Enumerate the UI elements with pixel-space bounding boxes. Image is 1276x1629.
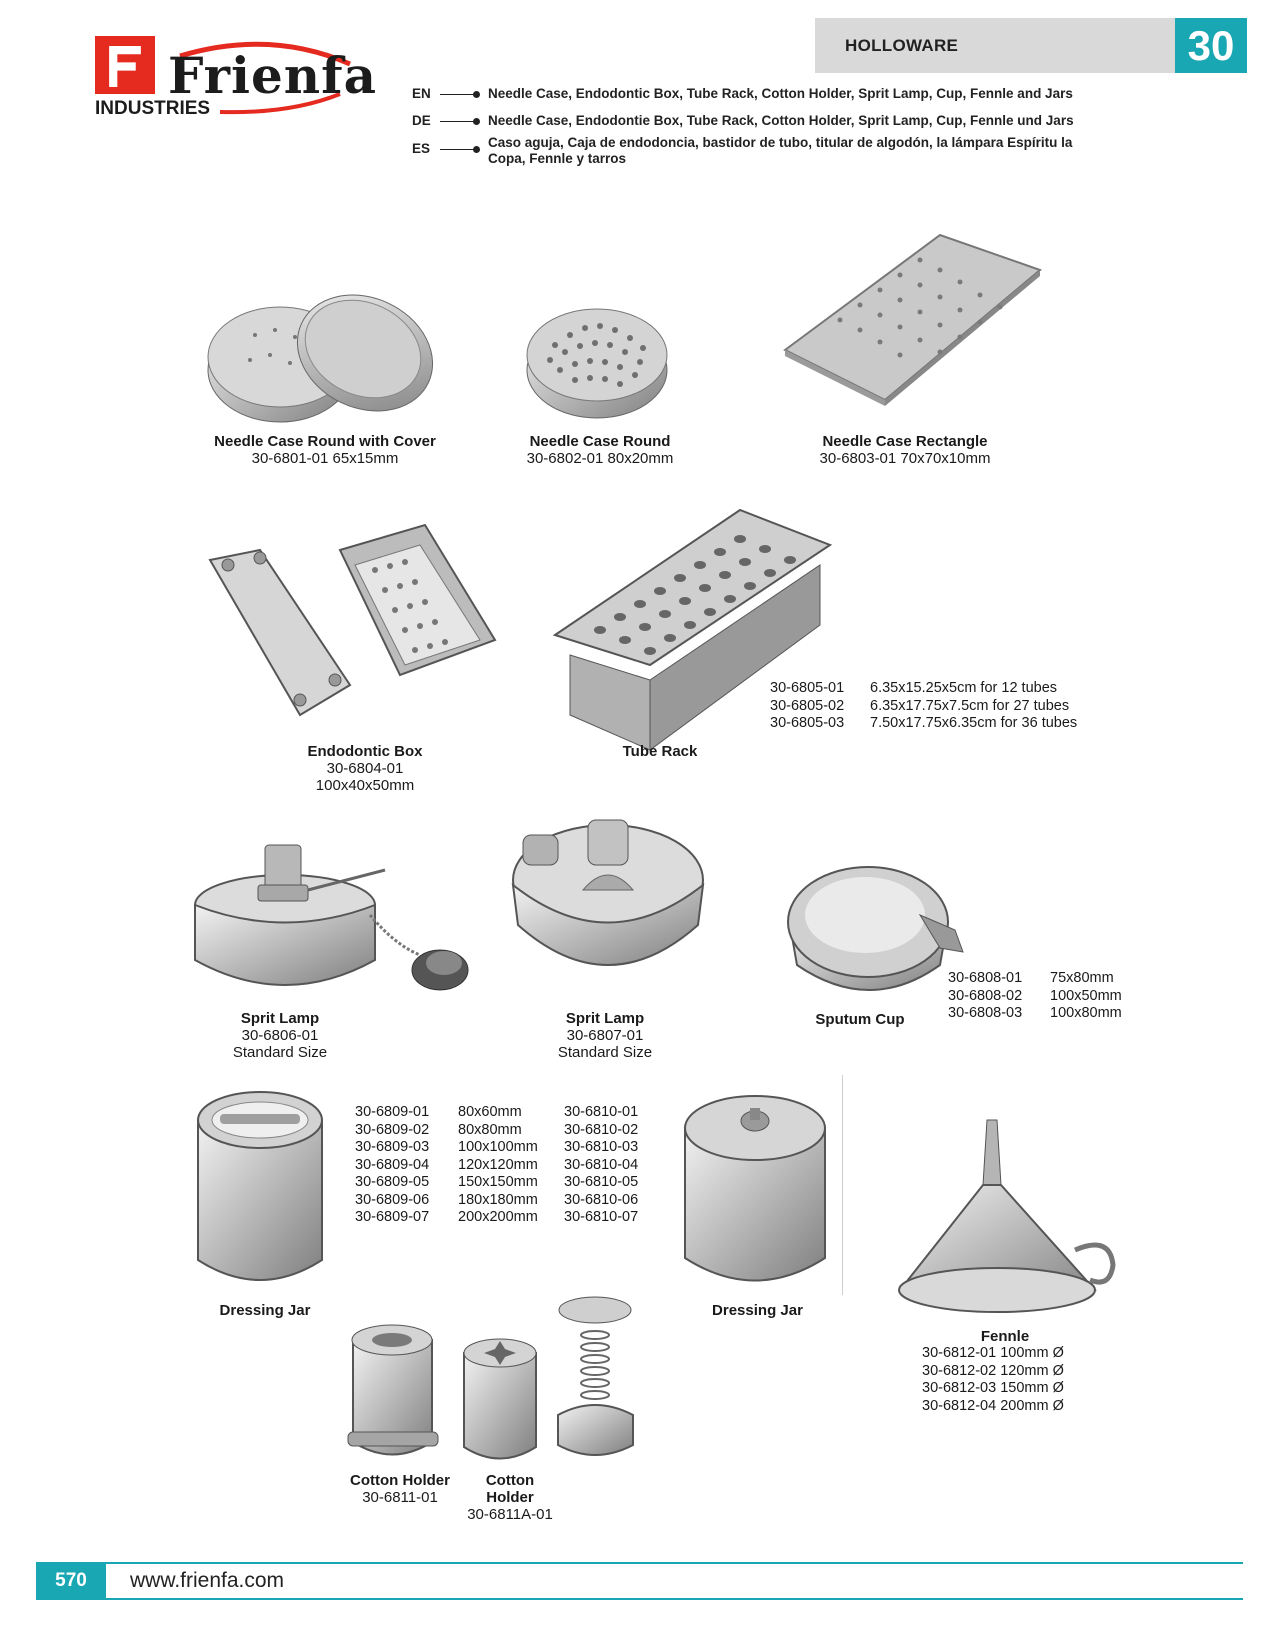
product-name: Needle Case Round with Cover xyxy=(214,433,436,450)
footer-rule xyxy=(36,1598,1243,1600)
endodontic-box-image xyxy=(200,520,510,745)
product-caption xyxy=(280,743,450,794)
section-title: HOLLOWARE xyxy=(845,36,959,55)
jar-size: 200x200mm xyxy=(458,1209,538,1225)
dressing-jar-table xyxy=(355,1104,638,1227)
spec-row: 30-6812-02 120mm Ø xyxy=(922,1362,1064,1379)
product-name: Sputum Cup xyxy=(815,1011,905,1028)
product-caption xyxy=(790,433,1020,467)
jar-code-a: 30-6809-05 xyxy=(355,1174,430,1190)
spec-value: 7.50x17.75x6.35cm for 36 tubes xyxy=(870,715,1078,731)
logo-scissors-icon xyxy=(104,44,146,88)
spec-row xyxy=(770,715,1077,733)
product-code: 30-6806-01 xyxy=(241,1027,319,1044)
jar-code-a: 30-6809-02 xyxy=(355,1121,430,1138)
lang-text-es: Caso aguja, Caja de endodoncia, bastidor de tubo, titular de algodón, la lámpara Espíritu la Copa, Fennle y tarros xyxy=(488,135,1073,166)
jar-size: 80x80mm xyxy=(458,1121,522,1138)
jar-size: 120x120mm xyxy=(458,1156,538,1173)
spec-code: 30-6805-02 xyxy=(770,697,845,714)
spec-row xyxy=(770,698,1077,716)
product-caption xyxy=(690,1302,825,1319)
jar-code-a: 30-6809-01 xyxy=(355,1104,430,1120)
product-code: 30-6801-01 65x15mm xyxy=(251,450,399,467)
jar-code-b: 30-6810-05 xyxy=(564,1174,639,1190)
spec-value: 6.35x17.75x7.5cm for 27 tubes xyxy=(870,697,1070,714)
lang-code: ES xyxy=(412,141,431,156)
spec-value: 75x80mm xyxy=(1050,970,1114,986)
spec-row: 30-6812-04 200mm Ø xyxy=(922,1397,1064,1414)
lang-text-de: Needle Case, Endodontie Box, Tube Rack, Cotton Holder, Sprit Lamp, Cup, Fennle und Jars xyxy=(488,113,1074,128)
product-size: Standard Size xyxy=(232,1044,328,1061)
cotton-holder-spring-image xyxy=(553,1295,638,1460)
product-name: Holder xyxy=(486,1489,534,1506)
jar-code-b: 30-6810-04 xyxy=(564,1156,639,1173)
jar-code-a: 30-6809-03 xyxy=(355,1139,430,1155)
product-caption xyxy=(505,433,695,467)
spec-row: 30-6812-01 100mm Ø xyxy=(922,1345,1064,1361)
spec-row xyxy=(770,680,1077,698)
spec-row xyxy=(948,970,1122,988)
product-name: Endodontic Box xyxy=(307,743,423,760)
product-size: Standard Size xyxy=(557,1044,653,1061)
product-name: Needle Case Rectangle xyxy=(822,433,988,450)
jar-code-a: 30-6809-06 xyxy=(355,1191,430,1208)
spec-code: 30-6805-03 xyxy=(770,715,845,731)
spec-row xyxy=(948,988,1122,1006)
needle-case-round-image xyxy=(525,300,670,420)
sprit-lamp-image xyxy=(508,815,708,985)
sputum-cup-image xyxy=(785,860,970,1000)
jar-row xyxy=(355,1157,638,1175)
footer-rule xyxy=(36,1562,1243,1564)
product-code: 30-6811A-01 xyxy=(467,1506,553,1523)
product-name: Needle Case Round xyxy=(529,433,671,450)
product-caption xyxy=(200,1302,330,1319)
jar-row xyxy=(355,1122,638,1140)
needle-case-rectangle-image xyxy=(780,230,1045,410)
product-caption xyxy=(600,743,720,760)
jar-size: 180x180mm xyxy=(458,1191,538,1208)
product-code: 30-6804-01 xyxy=(326,760,404,777)
lang-code: DE xyxy=(412,113,431,128)
product-name: Dressing Jar xyxy=(219,1302,311,1319)
jar-code-a: 30-6809-07 xyxy=(355,1209,430,1225)
sputum-cup-specs xyxy=(948,970,1122,1023)
lang-code: EN xyxy=(412,86,431,101)
product-name: Sprit Lamp xyxy=(565,1010,645,1027)
jar-code-b: 30-6810-03 xyxy=(564,1139,639,1155)
needle-case-cover-image xyxy=(205,285,445,430)
brand-subtitle: INDUSTRIES xyxy=(95,98,211,119)
jar-size: 150x150mm xyxy=(458,1174,538,1190)
product-code: 30-6803-01 70x70x10mm xyxy=(819,450,991,467)
lang-row-en xyxy=(412,86,476,101)
sprit-lamp-image xyxy=(190,835,485,1000)
fennle-specs xyxy=(922,1345,1064,1415)
cotton-holder-image xyxy=(345,1322,440,1462)
spec-code: 30-6808-01 xyxy=(948,970,1023,986)
section-number: 30 xyxy=(1175,18,1247,73)
dressing-jar-image xyxy=(195,1090,325,1290)
brand-name: Frienfa xyxy=(168,46,378,105)
jar-row xyxy=(355,1104,638,1122)
product-size: 100x40x50mm xyxy=(315,777,415,794)
jar-code-b: 30-6810-06 xyxy=(564,1191,639,1208)
tube-rack-specs xyxy=(770,680,1077,733)
spec-value: 6.35x15.25x5cm for 12 tubes xyxy=(870,680,1058,696)
product-caption xyxy=(195,1010,365,1061)
product-name: Cotton Holder xyxy=(350,1472,450,1489)
fennle-image xyxy=(895,1120,1120,1320)
jar-row xyxy=(355,1209,638,1227)
spec-value: 100x80mm xyxy=(1050,1005,1122,1021)
product-caption xyxy=(335,1472,465,1506)
spec-row: 30-6812-03 150mm Ø xyxy=(922,1380,1064,1396)
product-code: 30-6807-01 xyxy=(566,1027,644,1044)
lang-pointer xyxy=(440,149,476,151)
product-code: 30-6811-01 xyxy=(362,1489,438,1506)
product-code: 30-6802-01 80x20mm xyxy=(526,450,674,467)
lang-pointer xyxy=(440,94,476,96)
product-caption xyxy=(905,1328,1105,1345)
jar-size: 80x60mm xyxy=(458,1104,522,1120)
product-caption xyxy=(195,433,455,467)
dressing-jar-lid-image xyxy=(680,1088,830,1290)
product-name: Sprit Lamp xyxy=(240,1010,320,1027)
spec-code: 30-6808-03 xyxy=(948,1005,1023,1021)
website-link[interactable]: www.frienfa.com xyxy=(130,1569,285,1592)
jar-row xyxy=(355,1192,638,1210)
product-name: Dressing Jar xyxy=(712,1302,803,1319)
jar-row xyxy=(355,1139,638,1157)
spec-row xyxy=(948,1005,1122,1023)
jar-code-b: 30-6810-02 xyxy=(564,1121,639,1138)
lang-pointer xyxy=(440,121,476,123)
jar-code-b: 30-6810-01 xyxy=(564,1104,639,1120)
cotton-holder-star-image xyxy=(460,1335,540,1463)
lang-row-es xyxy=(412,141,476,156)
product-caption xyxy=(455,1472,565,1523)
product-name: Fennle xyxy=(980,1328,1030,1345)
column-divider xyxy=(842,1075,843,1295)
product-name: Cotton xyxy=(485,1472,535,1489)
product-caption xyxy=(800,1011,920,1028)
spec-code: 30-6805-01 xyxy=(770,680,845,696)
jar-size: 100x100mm xyxy=(458,1139,538,1155)
page-number: 570 xyxy=(36,1562,106,1600)
lang-text-en: Needle Case, Endodontic Box, Tube Rack, Cotton Holder, Sprit Lamp, Cup, Fennle and Jars xyxy=(488,86,1073,101)
product-caption xyxy=(520,1010,690,1061)
product-name: Tube Rack xyxy=(622,743,698,760)
spec-code: 30-6808-02 xyxy=(948,987,1023,1004)
jar-code-b: 30-6810-07 xyxy=(564,1209,639,1225)
lang-row-de xyxy=(412,113,476,128)
jar-code-a: 30-6809-04 xyxy=(355,1156,430,1173)
jar-row xyxy=(355,1174,638,1192)
spec-value: 100x50mm xyxy=(1050,987,1122,1004)
